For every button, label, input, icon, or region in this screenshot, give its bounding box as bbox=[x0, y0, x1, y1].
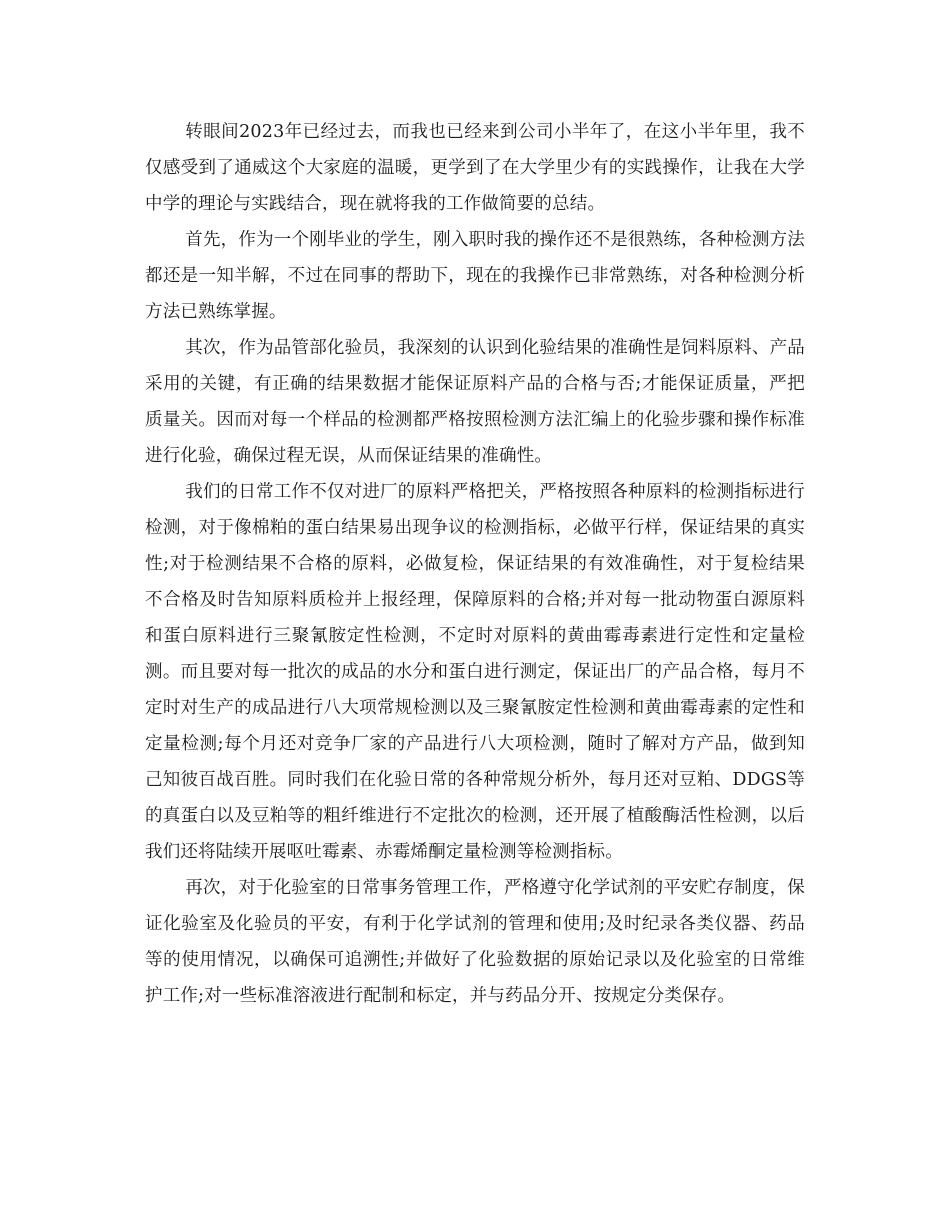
paragraph-intro: 转眼间2023年已经过去，而我也已经来到公司小半年了，在这小半年里，我不仅感受到了通威这个大家庭的温暖，更学到了在大学里少有的实践操作，让我在大学中学的理论与实践结合，现在就将我的工作做简要的总结。 bbox=[145, 122, 805, 214]
paragraph-first: 首先，作为一个刚毕业的学生，刚入职时我的操作还不是很熟练，各种检测方法都还是一知半解，不过在同事的帮助下，现在的我操作已非常熟练，对各种检测分析方法已熟练掌握。 bbox=[145, 230, 805, 322]
paragraph-lab-management: 再次，对于化验室的日常事务管理工作，严格遵守化学试剂的平安贮存制度，保证化验室及化验员的平安，有利于化学试剂的管理和使用;及时纪录各类仪器、药品等的使用情况，以确保可追溯性;并做好了化验数据的原始记录以及化验室的日常维护工作;对一些标准溶液进行配制和标定，并与药品分开、按规定分类保存。 bbox=[145, 878, 805, 1006]
paragraph-daily-work: 我们的日常工作不仅对进厂的原料严格把关，严格按照各种原料的检测指标进行检测，对于像棉粕的蛋白结果易出现争议的检测指标，必做平行样，保证结果的真实性;对于检测结果不合格的原料，必做复检，保证结果的有效准确性，对于复检结果不合格及时告知原料质检并上报经理，保障原料的合格;并对每一批动物蛋白源原料和蛋白原料进行三聚氰胺定性检测，不定时对原料的黄曲霉毒素进行定性和定量检测。而且要对每一批次的成品的水分和蛋白进行测定，保证出厂的产品合格，每月不定时对生产的成品进行八大项常规检测以及三聚氰胺定性检测和黄曲霉毒素的定性和定量检测;每个月还对竞争厂家的产品进行八大项检测，随时了解对方产品，做到知己知彼百战百胜。同时我们在化验日常的各种常规分析外，每月还对豆粕、DDGS等的真蛋白以及豆粕等的粗纤维进行不定批次的检测，还开展了植酸酶活性检测，以后我们还将陆续开展呕吐霉素、赤霉烯酮定量检测等检测指标。 bbox=[145, 482, 805, 862]
paragraph-second: 其次，作为品管部化验员，我深刻的认识到化验结果的准确性是饲料原料、产品采用的关键，有正确的结果数据才能保证原料产品的合格与否;才能保证质量，严把质量关。因而对每一个样品的检测都严格按照检测方法汇编上的化验步骤和操作标准进行化验，确保过程无误，从而保证结果的准确性。 bbox=[145, 338, 805, 466]
document-body bbox=[145, 114, 805, 1014]
